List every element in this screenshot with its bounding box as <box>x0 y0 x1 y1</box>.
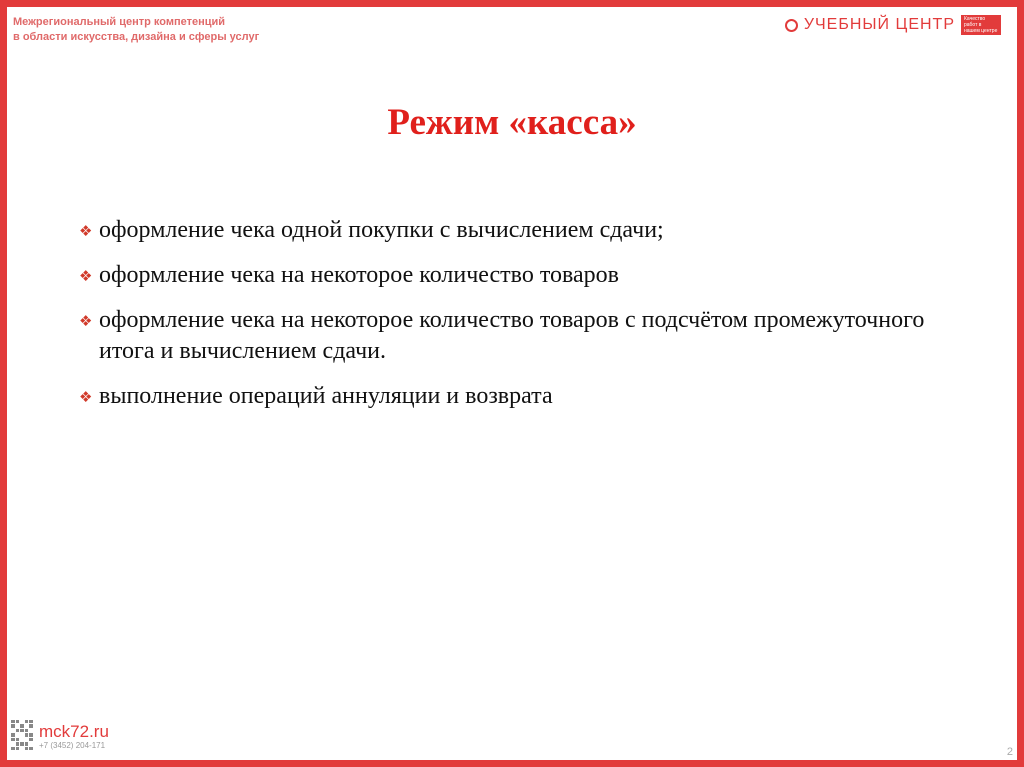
bullet-text: оформление чека на некоторое количество товаров <box>99 262 619 288</box>
brand-name: УЧЕБНЫЙ ЦЕНТР <box>803 16 955 33</box>
page-number: 2 <box>1006 746 1013 758</box>
diamond-bullet-icon: ❖ <box>79 312 93 330</box>
bullet-text: оформление чека на некоторое количество товаров с подсчётом промежуточного итога и вычислением сдачи. <box>99 307 925 364</box>
phone-number: +7 (3452) 204-171 <box>39 741 106 750</box>
footer <box>11 720 109 750</box>
diamond-bullet-icon: ❖ <box>79 222 93 240</box>
organization-name <box>13 15 259 45</box>
logo-circle-icon <box>785 19 798 32</box>
brand-logo <box>785 15 1001 35</box>
website-link[interactable]: mck72.ru <box>39 722 109 741</box>
bullet-item <box>79 305 959 367</box>
brand-tagline: Качество работ в нашем центре <box>961 15 1001 35</box>
diamond-bullet-icon: ❖ <box>79 388 93 406</box>
bullet-list <box>79 215 959 426</box>
slide-title: Режим «касса» <box>387 102 637 143</box>
diamond-bullet-icon: ❖ <box>79 267 93 285</box>
org-line-1: Межрегиональный центр компетенций <box>13 16 226 28</box>
bullet-item <box>79 260 959 291</box>
org-line-2: в области искусства, дизайна и сферы услуг <box>13 31 260 43</box>
bullet-text: оформление чека одной покупки с вычислением сдачи; <box>99 217 664 243</box>
bullet-item <box>79 215 959 246</box>
bullet-text: выполнение операций аннуляции и возврата <box>99 383 553 409</box>
bullet-item <box>79 381 959 412</box>
qr-code-icon <box>11 720 33 750</box>
